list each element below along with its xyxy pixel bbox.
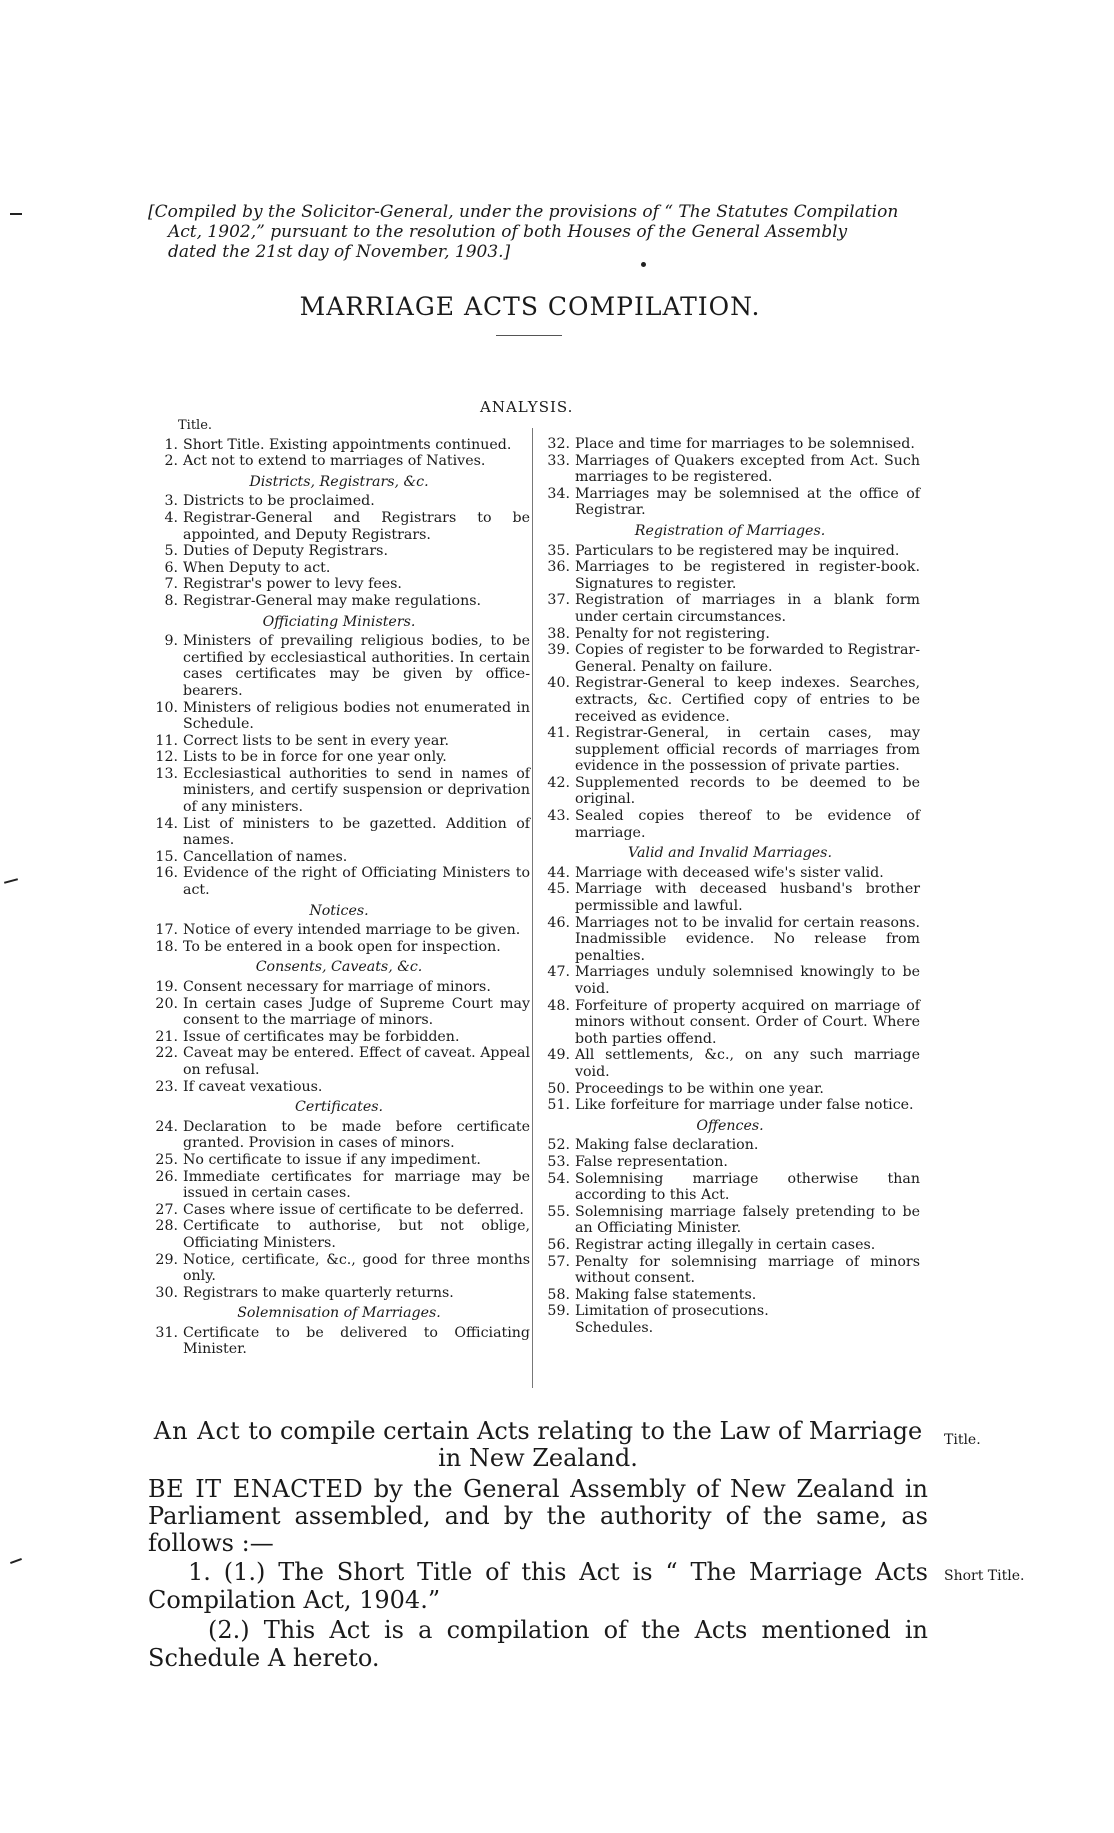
analysis-item	[540, 998, 920, 1048]
analysis-item	[540, 626, 920, 643]
scan-mark	[10, 213, 22, 215]
analysis-item-text: Duties of Deputy Registrars.	[183, 543, 388, 560]
act-title-text: to compile certain Acts relating to the Law of Marriage in New Zealand.	[248, 1417, 923, 1472]
analysis-item-number: 7.	[164, 576, 178, 593]
analysis-item	[148, 1169, 530, 1202]
analysis-item-text: Registrar-General to keep indexes. Searches, extracts, &c. Certified copy of entries to be received as evidence.	[575, 675, 920, 725]
analysis-item	[540, 1320, 920, 1337]
analysis-item	[148, 1119, 530, 1152]
analysis-item	[540, 486, 920, 519]
analysis-item	[540, 1303, 920, 1320]
analysis-item-number: 8.	[164, 592, 178, 609]
analysis-item-text: Cases where issue of certificate to be deferred.	[183, 1201, 524, 1218]
analysis-item	[148, 593, 530, 610]
analysis-item-number: 32.	[547, 436, 570, 452]
analysis-item-number: 53.	[547, 1153, 570, 1170]
analysis-item-text: Limitation of prosecutions.	[575, 1303, 769, 1320]
analysis-item-number: 17.	[155, 922, 178, 939]
analysis-item-text: Registration of marriages in a blank form under certain circumstances.	[575, 592, 920, 625]
compilation-note-line-3: dated the 21st day of November, 1903.]	[168, 242, 511, 262]
analysis-item-number: 50.	[547, 1080, 570, 1097]
analysis-item-number: 35.	[547, 542, 570, 559]
analysis-item-number: 18.	[155, 938, 178, 955]
analysis-item-text: Correct lists to be sent in every year.	[183, 732, 450, 749]
analysis-item-number: 14.	[155, 815, 178, 832]
analysis-item-text: Place and time for marriages to be solemnised.	[575, 436, 915, 452]
title-rule	[496, 335, 562, 336]
analysis-item-number: 47.	[547, 964, 570, 981]
analysis-item-number: 33.	[547, 452, 570, 469]
analysis-item-text: Marriages to be registered in register-book. Signatures to register.	[575, 559, 920, 592]
scan-mark	[4, 878, 18, 884]
act-title	[148, 1418, 928, 1472]
analysis-item-text: Solemnising marriage falsely pretending to be an Officiating Minister.	[575, 1203, 920, 1237]
analysis-item-number: 40.	[547, 675, 570, 692]
analysis-item-number: 46.	[547, 914, 570, 931]
analysis-item-text: Registrar-General may make regulations.	[183, 592, 481, 609]
analysis-item-text: When Deputy to act.	[183, 559, 331, 576]
analysis-item-text: Lists to be in force for one year only.	[183, 749, 447, 766]
analysis-heading: ANALYSIS.	[480, 398, 574, 416]
analysis-item	[148, 510, 530, 543]
analysis-item-text: List of ministers to be gazetted. Addition of names.	[183, 815, 530, 849]
analysis-item-number: 45.	[547, 881, 570, 898]
column-divider	[532, 428, 533, 1388]
analysis-item	[540, 543, 920, 560]
analysis-item-number: 15.	[155, 848, 178, 865]
section-1-1-text: 1. (1.) The Short Title of this Act is “ The Marriage Acts Compilation Act, 1904.”	[148, 1558, 928, 1614]
analysis-item-number: 4.	[164, 509, 178, 526]
analysis-item	[540, 964, 920, 997]
analysis-item	[148, 1218, 530, 1251]
analysis-item-number: 2.	[164, 453, 178, 470]
analysis-item-text: Marriages of Quakers excepted from Act. Such marriages to be registered.	[575, 452, 920, 486]
analysis-item-text: Caveat may be entered. Effect of caveat. Appeal on refusal.	[183, 1045, 530, 1078]
analysis-item-number: 5.	[164, 543, 178, 560]
analysis-item	[148, 1325, 530, 1358]
analysis-item	[148, 493, 530, 510]
analysis-item-text: Issue of certificates may be forbidden.	[183, 1028, 460, 1045]
analysis-item-number: 38.	[547, 625, 570, 642]
analysis-item-number: 29.	[155, 1251, 178, 1268]
analysis-item	[540, 1204, 920, 1237]
analysis-item-text: Registrars to make quarterly returns.	[183, 1284, 454, 1301]
analysis-item	[540, 1254, 920, 1287]
analysis-item-number: 42.	[547, 774, 570, 791]
analysis-item-text: Ecclesiastical authorities to send in names of ministers, and certify suspension or deprivation of any ministers.	[183, 765, 530, 816]
analysis-item	[148, 1079, 530, 1096]
analysis-item-number: 27.	[155, 1201, 178, 1218]
analysis-item	[540, 865, 920, 882]
analysis-item-number: 31.	[155, 1324, 178, 1341]
analysis-item	[148, 700, 530, 733]
analysis-item	[540, 559, 920, 592]
analysis-item-text: Districts to be proclaimed.	[183, 493, 375, 510]
analysis-item	[148, 1285, 530, 1302]
analysis-item-text: If caveat vexatious.	[183, 1078, 323, 1095]
analysis-item	[540, 675, 920, 725]
analysis-item-text: To be entered in a book open for inspection.	[183, 938, 501, 955]
analysis-item-number: 10.	[155, 699, 178, 716]
analysis-subheading: Certificates.	[294, 1099, 384, 1116]
analysis-item-text: Certificate to be delivered to Officiating Minister.	[183, 1324, 530, 1358]
analysis-item-text: Penalty for not registering.	[575, 625, 770, 642]
analysis-item	[540, 1237, 920, 1254]
analysis-item-text: Act not to extend to marriages of Natives.	[183, 453, 486, 470]
analysis-item-text: Copies of register to be forwarded to Registrar-General. Penalty on failure.	[575, 642, 920, 675]
analysis-item-number: 1.	[164, 436, 178, 453]
analysis-subheading: Registration of Marriages.	[634, 522, 826, 539]
analysis-item-text: Registrar-General, in certain cases, may supplement official records of marriages from evidence in the possession of private parties.	[575, 725, 920, 775]
analysis-item	[148, 865, 530, 898]
analysis-item-text: Marriage with deceased wife's sister valid.	[575, 864, 884, 881]
analysis-subheading: Solemnisation of Marriages.	[237, 1305, 441, 1322]
analysis-item	[148, 979, 530, 996]
analysis-item-number: 36.	[547, 559, 570, 576]
analysis-item-number: 11.	[155, 732, 178, 749]
analysis-item-text: Forfeiture of property acquired on marriage of minors without consent. Order of Court. Where both parties offend.	[575, 997, 920, 1047]
section-1-2: (2.) This Act is a compilation of the Acts mentioned in Schedule A hereto.	[148, 1616, 928, 1672]
analysis-item-number: 56.	[547, 1236, 570, 1253]
compilation-note-line-2: Act, 1902,” pursuant to the resolution of both Houses of the General Assembly	[168, 222, 848, 242]
analysis-item	[148, 1029, 530, 1046]
analysis-item-number: 28.	[155, 1218, 178, 1235]
analysis-item	[148, 437, 530, 454]
analysis-item-number: 26.	[155, 1168, 178, 1185]
analysis-item-text: False representation.	[575, 1153, 728, 1170]
analysis-subheading: Notices.	[309, 902, 369, 919]
analysis-item-text: Short Title. Existing appointments continued.	[183, 436, 512, 453]
analysis-item	[540, 1287, 920, 1304]
analysis-item-number	[540, 1320, 575, 1337]
analysis-item-text: Solemnising marriage otherwise than according to this Act.	[575, 1170, 920, 1204]
analysis-item	[148, 1202, 530, 1219]
analysis-item-number: 48.	[547, 997, 570, 1014]
analysis-item-number: 37.	[547, 592, 570, 609]
page-title: MARRIAGE ACTS COMPILATION.	[299, 292, 761, 321]
analysis-item-number: 16.	[155, 865, 178, 882]
analysis-item	[148, 576, 530, 593]
analysis-item-number: 9.	[164, 633, 178, 650]
analysis-item-number: 58.	[547, 1286, 570, 1303]
act-title-prefix: An Act	[153, 1417, 241, 1445]
analysis-item-text: Immediate certificates for marriage may be issued in certain cases.	[183, 1168, 530, 1202]
analysis-item-number: 34.	[547, 485, 570, 502]
analysis-item	[540, 1137, 920, 1154]
analysis-item	[148, 939, 530, 956]
analysis-item-text: Like forfeiture for marriage under false notice.	[575, 1097, 914, 1114]
analysis-item	[540, 436, 920, 453]
analysis-item-number: 13.	[155, 765, 178, 782]
analysis-item-text: Registrar's power to levy fees.	[183, 576, 402, 593]
scan-mark	[10, 1558, 22, 1564]
ink-dot	[641, 262, 646, 267]
analysis-item	[148, 816, 530, 849]
analysis-item	[540, 915, 920, 965]
margin-note-short-title: Short Title.	[944, 1568, 1025, 1584]
analysis-item-text: Supplemented records to be deemed to be original.	[575, 774, 920, 808]
analysis-item-number: 23.	[155, 1078, 178, 1095]
analysis-item-number: 59.	[547, 1303, 570, 1320]
analysis-item	[540, 1097, 920, 1114]
analysis-item-number: 22.	[155, 1045, 178, 1062]
analysis-item-number: 21.	[155, 1028, 178, 1045]
analysis-item-number: 19.	[155, 979, 178, 995]
analysis-item-text: Ministers of religious bodies not enumerated in Schedule.	[183, 699, 530, 733]
analysis-item-text: Notice, certificate, &c., good for three months only.	[183, 1251, 530, 1285]
analysis-item-text: Schedules.	[575, 1319, 654, 1336]
analysis-item-text: Making false statements.	[575, 1286, 757, 1303]
analysis-item	[148, 1152, 530, 1169]
analysis-item	[148, 749, 530, 766]
analysis-item	[148, 766, 530, 816]
analysis-item	[540, 453, 920, 486]
analysis-item	[148, 1045, 530, 1078]
analysis-item-text: Registrar acting illegally in certain cases.	[575, 1236, 876, 1253]
analysis-item-number: 49.	[547, 1047, 570, 1064]
analysis-item-text: Evidence of the right of Officiating Ministers to act.	[183, 865, 530, 899]
analysis-item	[540, 775, 920, 808]
analysis-item-text: In certain cases Judge of Supreme Court may consent to the marriage of minors.	[183, 995, 530, 1029]
analysis-item	[540, 1154, 920, 1171]
analysis-item-text: Consent necessary for marriage of minors.	[183, 979, 491, 995]
analysis-item-number: 20.	[155, 995, 178, 1012]
section-1-1	[148, 1558, 928, 1614]
analysis-item-text: Declaration to be made before certificate granted. Provision in cases of minors.	[183, 1118, 530, 1152]
enacting-text: by the General Assembly of New Zealand in Parliament assembled, and by the authority of the same, as follows :—	[148, 1475, 928, 1557]
analysis-item-text: Proceedings to be within one year.	[575, 1080, 824, 1097]
analysis-item	[148, 560, 530, 577]
analysis-item	[540, 1047, 920, 1080]
analysis-item-number: 43.	[547, 808, 570, 825]
analysis-item-text: Certificate to authorise, but not oblige, Officiating Ministers.	[183, 1218, 530, 1251]
compilation-note	[148, 202, 918, 262]
analysis-item-text: Marriage with deceased husband's brother permissible and lawful.	[575, 881, 920, 915]
analysis-item	[148, 922, 530, 939]
analysis-item-number: 25.	[155, 1151, 178, 1168]
analysis-subheading: Districts, Registrars, &c.	[249, 473, 429, 490]
analysis-item	[148, 1252, 530, 1285]
analysis-item-number: 54.	[547, 1170, 570, 1187]
analysis-item-number: 6.	[164, 559, 178, 576]
analysis-item-number: 12.	[155, 749, 178, 766]
analysis-item-text: Marriages may be solemnised at the office of Registrar.	[575, 485, 920, 519]
analysis-item-text: All settlements, &c., on any such marriage void.	[575, 1047, 920, 1080]
analysis-item-text: Marriages unduly solemnised knowingly to be void.	[575, 964, 920, 997]
analysis-item	[148, 996, 530, 1029]
enacting-caps: BE IT ENACTED	[148, 1475, 364, 1503]
analysis-item-text: No certificate to issue if any impediment.	[183, 1151, 481, 1168]
analysis-item	[540, 642, 920, 675]
analysis-item-text: Notice of every intended marriage to be given.	[183, 922, 521, 939]
analysis-item-text: Sealed copies thereof to be evidence of marriage.	[575, 808, 920, 841]
analysis-item-number: 52.	[547, 1137, 570, 1154]
analysis-item	[540, 808, 920, 841]
analysis-item	[540, 1081, 920, 1098]
analysis-item-number: 41.	[547, 725, 570, 742]
analysis-item	[540, 881, 920, 914]
analysis-left-column	[148, 418, 530, 1358]
column-label: Title.	[178, 418, 213, 433]
analysis-subheading: Offences.	[696, 1117, 764, 1134]
analysis-item-text: Ministers of prevailing religious bodies, to be certified by ecclesiastical authorities. In certain cases certificates may be given by office-bearers.	[183, 633, 530, 699]
analysis-item-number: 44.	[547, 864, 570, 881]
analysis-item-number: 39.	[547, 642, 570, 659]
compilation-note-line-1: [Compiled by the Solicitor-General, under the provisions of “ The Statutes Compilation	[148, 202, 899, 222]
analysis-item-text: Particulars to be registered may be inquired.	[575, 542, 900, 559]
margin-note-title: Title.	[944, 1432, 981, 1448]
analysis-item-text: Cancellation of names.	[183, 848, 348, 865]
analysis-item-number: 55.	[547, 1203, 570, 1220]
analysis-item	[148, 849, 530, 866]
analysis-item-number: 51.	[547, 1097, 570, 1114]
analysis-item	[540, 1171, 920, 1204]
analysis-subheading: Valid and Invalid Marriages.	[628, 845, 832, 862]
analysis-item	[148, 453, 530, 470]
analysis-item	[148, 733, 530, 750]
analysis-right-column	[540, 436, 920, 1336]
analysis-item-number: 30.	[155, 1284, 178, 1301]
analysis-item	[148, 543, 530, 560]
analysis-item-number: 24.	[155, 1118, 178, 1135]
enacting-clause	[148, 1476, 928, 1557]
analysis-item-text: Making false declaration.	[575, 1137, 759, 1154]
analysis-item-text: Penalty for solemnising marriage of minors without consent.	[575, 1253, 920, 1287]
analysis-subheading: Consents, Caveats, &c.	[255, 959, 423, 976]
analysis-item	[148, 633, 530, 699]
analysis-item	[540, 725, 920, 775]
analysis-item-number: 57.	[547, 1253, 570, 1270]
analysis-item-number: 3.	[164, 493, 178, 510]
analysis-item-text: Marriages not to be invalid for certain reasons. Inadmissible evidence. No release from penalties.	[575, 914, 920, 964]
analysis-item-text: Registrar-General and Registrars to be appointed, and Deputy Registrars.	[183, 509, 530, 543]
analysis-item	[540, 592, 920, 625]
analysis-subheading: Officiating Ministers.	[262, 613, 416, 630]
